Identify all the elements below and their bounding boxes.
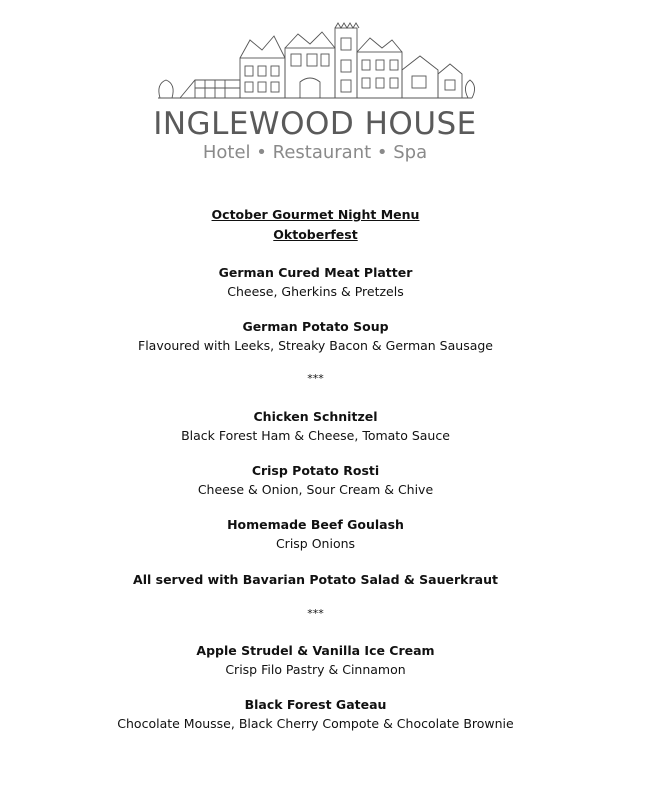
dish-description: Cheese & Onion, Sour Cream & Chive — [197, 482, 434, 497]
course-separator: *** — [307, 607, 324, 620]
dish-description: Crisp Filo Pastry & Cinnamon — [225, 662, 406, 677]
dish-name: German Potato Soup — [242, 319, 389, 334]
mains-note-text: All served with Bavarian Potato Salad & Sauerkraut — [133, 572, 498, 587]
dish-name: Crisp Potato Rosti — [251, 463, 380, 478]
menu-subtitle: Oktoberfest — [273, 227, 358, 242]
dish-description: Chocolate Mousse, Black Cherry Compote & Chocolate Brownie — [117, 716, 514, 731]
dish-name: Black Forest Gateau — [244, 697, 387, 712]
dish-name: Chicken Schnitzel — [253, 409, 378, 424]
brand-name: INGLEWOOD HOUSE — [153, 106, 477, 142]
course-separator: *** — [307, 372, 324, 385]
menu-item — [0, 263, 631, 301]
menu-item — [0, 461, 631, 499]
dish-name: German Cured Meat Platter — [218, 265, 413, 280]
menu — [0, 205, 631, 733]
mains-note — [0, 570, 631, 589]
menu-item — [0, 695, 631, 733]
dish-name: Homemade Beef Goulash — [227, 517, 404, 532]
house-illustration-icon — [150, 18, 480, 108]
dish-description: Cheese, Gherkins & Pretzels — [227, 284, 404, 299]
brand-tagline: Hotel • Restaurant • Spa — [202, 142, 428, 163]
menu-item — [0, 317, 631, 355]
menu-item — [0, 407, 631, 445]
menu-item — [0, 515, 631, 553]
menu-title: October Gourmet Night Menu — [211, 207, 420, 222]
dish-description: Crisp Onions — [275, 536, 356, 551]
dish-description: Flavoured with Leeks, Streaky Bacon & German Sausage — [138, 338, 493, 353]
hotel-logo — [150, 18, 480, 168]
dish-description: Black Forest Ham & Cheese, Tomato Sauce — [181, 428, 450, 443]
menu-item — [0, 641, 631, 679]
dish-name: Apple Strudel & Vanilla Ice Cream — [196, 643, 435, 658]
